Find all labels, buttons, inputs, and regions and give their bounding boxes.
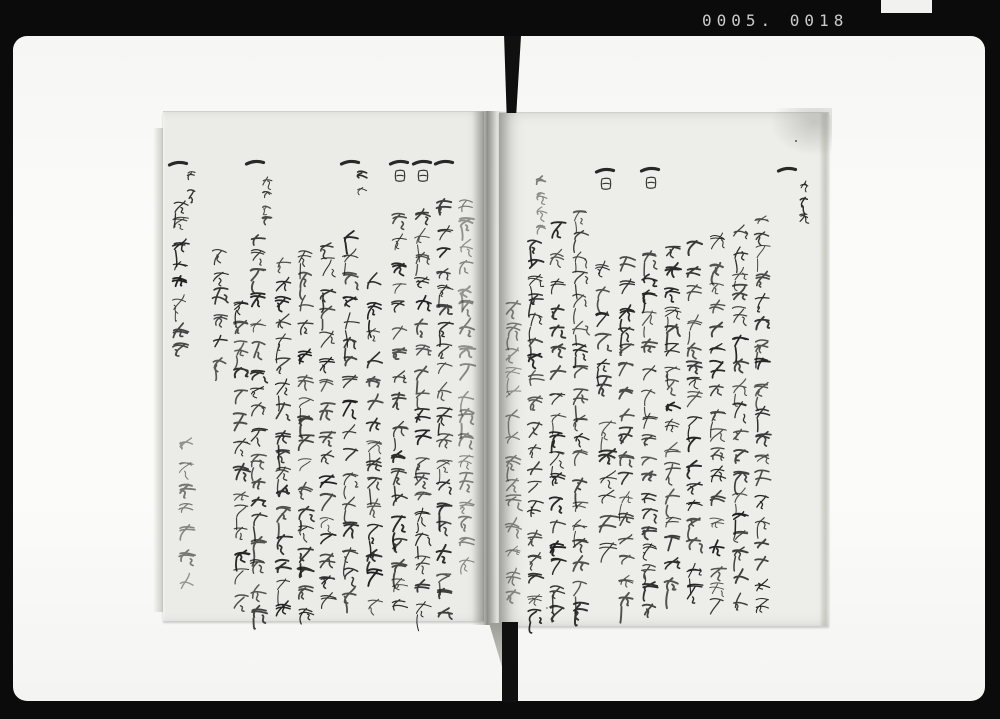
film-edge-notch <box>881 0 932 13</box>
manuscript-page-left <box>163 111 484 621</box>
book-gutter-shadow <box>472 111 510 625</box>
dust-speck <box>546 607 548 609</box>
page-fold-wrinkle <box>770 108 832 156</box>
manuscript-page-right <box>499 112 829 626</box>
film-frame-counter: 0005. 0018 <box>702 11 849 30</box>
spine-clamp-bottom <box>502 622 518 702</box>
ink-speck <box>795 140 797 142</box>
